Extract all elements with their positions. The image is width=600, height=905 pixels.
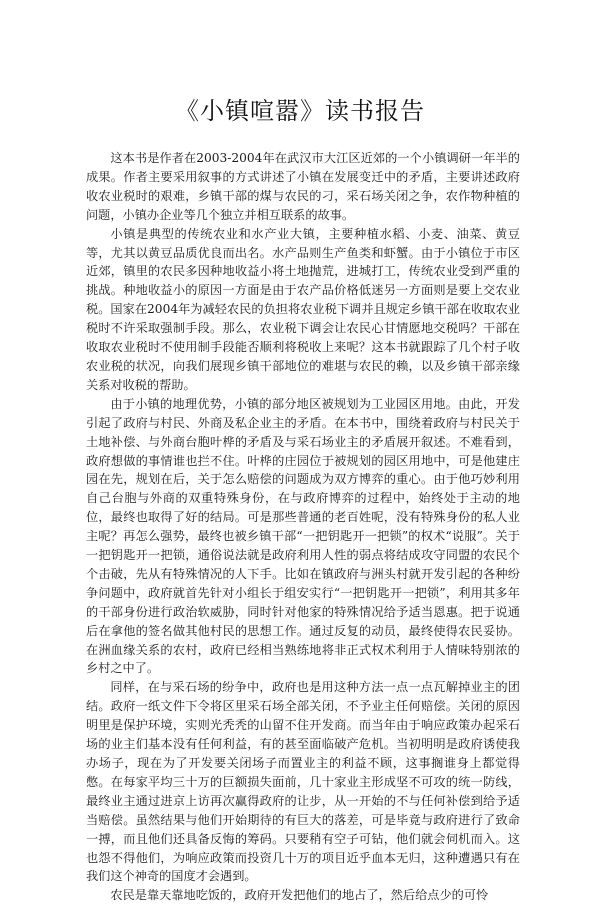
paragraph-1: 这本书是作者在2003-2004年在武汉市大江区近郊的一个小镇调研一年半的成果。作者主要采用叙事的方式讲述了小镇在发展变迁中的矛盾，主要讲述政府收农业税时的艰难，乡镇干部的煤与农民的刁，采石场关闭之争，农作物种植的问题，小镇办企业等几个独立并相互联系的故事。 (86, 151, 520, 222)
report-body (86, 149, 520, 905)
paragraph-3: 由于小镇的地理优势，小镇的部分地区被规划为工业园区用地。由此，开发引起了政府与村民、外商及私企业主的矛盾。在本书中，围绕着政府与村民关于土地补偿、与外商台胞叶桦的矛盾及与采石场业主的矛盾展开叙述。不难看到，政府想做的事情谁也拦不住。叶桦的庄园位于被规划的园区用地中，可是他建庄园在先，规划在后，关于怎么赔偿的问题成为双方博弈的重心。由于他巧妙利用自己台胞与外商的双重特殊身份，在与政府博弈的过程中，始终处于主动的地位，最终也取得了好的结局。可是那些普通的老百姓呢，没有特殊身份的私人业主呢？再怎么强势，最终也被乡镇干部“一把钥匙开一把锁”的权术“说服”。关于一把钥匙开一把锁，通俗说法就是政府利用人性的弱点将结成攻守同盟的农民个个击破，先从有特殊情况的人下手。比如在镇政府与洲头村就开发引起的各种纷争问题中，政府就首先针对小组长于组安实行“一把钥匙开一把锁”，利用其多年的干部身份进行政治软威胁，同时针对他家的特殊情况给予适当恩惠。把于说通后在拿他的签名做其他村民的思想工作。通过反复的动员，最终使得农民妥协。在洲血缘关系的农村，政府已经相当熟练地将非正式权术利用于人情味特别浓的乡村之中了。 (86, 396, 520, 676)
paragraph-5: 农民是靠天靠地吃饭的，政府开发把他们的地占了，然后给点少的可怜 (110, 888, 489, 903)
paragraph-4: 同样，在与采石场的纷争中，政府也是用这种方法一点一点瓦解掉业主的团结。政府一纸文件下令将区里采石场全部关闭，不予业主任何赔偿。关闭的原因明里是保护环境，实则光秃秃的山留不住开发商。而当年由于响应政策办起采石场的业主们基本没有任何利益，有的甚至面临破产危机。当初明明是政府诱使我办场子，现在为了开发要关闭场子而置业主的利益不顾，这事搁谁身上都觉得憋。在每家平均三十万的巨额损失面前，几十家业主形成坚不可攻的统一防线，最终业主通过进京上访再次赢得政府的让步，从一开始的不与任何补偿到给予适当赔偿。虽然结果与他们开始期待的有巨大的落差，可是毕竟与政府进行了致命一搏，而且他们还具备反悔的筹码。只要稍有空子可钻，他们就会伺机而入。这也怨不得他们，为响应政策而投资几十万的项目近乎血本无归，这种遭遇只有在我们这个神奇的国度才会遇到。 (86, 680, 520, 884)
paragraph-2: 小镇是典型的传统农业和水产业大镇，主要种植水稻、小麦、油菜、黄豆等，尤其以黄豆品质优良而出名。水产品则生产鱼类和虾蟹。由于小镇位于市区近郊，镇里的农民多因种地收益小将土地抛荒，进城打工，传统农业受到严重的挑战。种地收益小的原因一方面是由于农产品价格低迷另一方面则是要上交农业税。国家在2004年为减轻农民的负担将农业税下调并且规定乡镇干部在收取农业税时不许采取强制手段。那么，农业税下调会让农民心甘情愿地交税吗？干部在收取农业税时不使用制手段能否顺利将税收上来呢？这本书就跟踪了几个村子收农业税的状况，向我们展现乡镇干部地位的难堪与农民的赖，以及乡镇干部亲缘关系对收税的帮助。 (86, 226, 520, 392)
report-title: 《小镇喧嚣》读书报告 (175, 97, 425, 125)
